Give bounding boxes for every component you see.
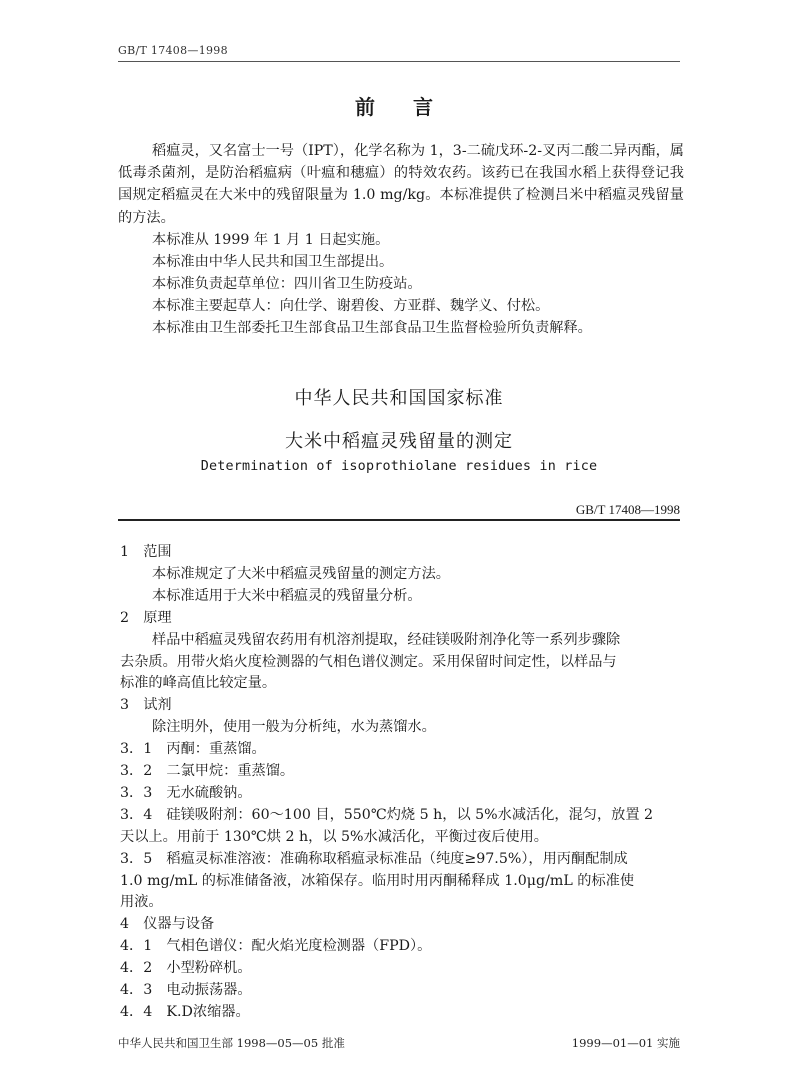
- body-line: 3．1 丙酮：重蒸馏。: [120, 741, 266, 758]
- body-line: 3．2 二氯甲烷：重蒸馏。: [120, 763, 295, 779]
- standard-code: GB/T 17408—1998: [575, 502, 680, 517]
- header-rule: [118, 61, 680, 62]
- body-line: 3．3 无水硫酸钠。: [120, 784, 252, 801]
- preface-paragraph-2: 本标准从 1999 年 1 月 1 日起实施。: [152, 232, 390, 248]
- standard-en-title: Determination of isoprothiolane residues in rice: [200, 459, 598, 474]
- title-rule: [118, 519, 680, 521]
- footer-approval: 中华人民共和国卫生部 1998—05—05 批准: [118, 1036, 345, 1050]
- body-line: 1 范围: [120, 544, 172, 560]
- footer-implementation: 1999—01—01 实施: [571, 1036, 680, 1050]
- preface-title: [118, 91, 680, 120]
- body-line: 3．5 稻瘟灵标准溶液：准确称取稻瘟录标准品（纯度≥97.5%），用丙酮配制成: [120, 850, 628, 867]
- preface-paragraph-3: 本标准由中华人民共和国卫生部提出。: [152, 254, 394, 270]
- preface-paragraph-1: 稻瘟灵，又名富士一号（IPT），化学名称为 1，3-二硫戊环-2-叉丙二酸二异丙酯，属低毒杀菌剂，是防治稻瘟病（叶瘟和穗瘟）的特效农药。该药已在我国水稻上获得登记我国规定稻瘟灵在大米中的残留限量为 1.0 mg/kg。本标准提供了检测吕米中稻瘟灵残留量的方法。: [118, 143, 684, 226]
- body-line-indented: 本标准规定了大米中稻瘟灵残留量的测定方法。: [152, 565, 450, 582]
- body-line: 4．3 电动振荡器。: [120, 982, 252, 998]
- body-line: 4．2 小型粉碎机。: [120, 960, 252, 977]
- body-line: 4．4 K.D浓缩器。: [120, 1003, 250, 1020]
- standard-org-title: 中华人民共和国国家标准: [294, 388, 504, 409]
- body-line: 3 试剂: [120, 697, 172, 714]
- preface-title-char-2: 言: [413, 95, 443, 119]
- body-line: 用液。: [120, 894, 163, 911]
- preface-paragraph-5: 本标准主要起草人：向仕学、谢碧俊、方亚群、魏学义、付松。: [152, 298, 550, 314]
- preface-title-char-1: 前: [355, 95, 385, 119]
- body-line-indented: 样品中稻瘟灵残留农药用有机溶剂提取，经硅镁吸附剂净化等一系列步骤除: [152, 631, 621, 648]
- body-line: 去杂质。用带火焰火度检测器的气相色谱仪测定。采用保留时间定性，以样品与: [120, 653, 617, 670]
- preface-paragraph-6: 本标准由卫生部委托卫生部食品卫生部食品卫生监督检验所负责解释。: [152, 320, 592, 336]
- body-line: 4．1 气相色谱仪：配火焰光度检测器（FPD）。: [120, 938, 432, 955]
- body-line: 天以上。用前于 130℃烘 2 h，以 5%水减活化，平衡过夜后使用。: [120, 828, 548, 845]
- preface-paragraph-4: 本标准负责起草单位：四川省卫生防疫站。: [152, 276, 422, 292]
- body-line: 2 原理: [120, 609, 172, 626]
- body-line-indented: 除注明外，使用一般为分析纯，水为蒸馏水。: [152, 719, 436, 736]
- standard-cn-title: 大米中稻瘟灵残留量的测定: [285, 431, 513, 452]
- body-line: 4 仪器与设备: [120, 916, 215, 933]
- header-code: GB/T 17408—1998: [118, 44, 228, 57]
- body-line: 3．4 硅镁吸附剂：60～100 目，550℃灼烧 5 h，以 5%水减活化，混匀，放置 2: [120, 806, 654, 823]
- body-line: 标准的峰高值比较定量。: [120, 675, 277, 692]
- body-line: 1.0 mg/mL 的标准储备液，冰箱保存。临用时用丙酮稀释成 1.0μg/mL 的标准使: [120, 872, 635, 889]
- body-line-indented: 本标准适用于大米中稻瘟灵的残留量分析。: [152, 587, 422, 604]
